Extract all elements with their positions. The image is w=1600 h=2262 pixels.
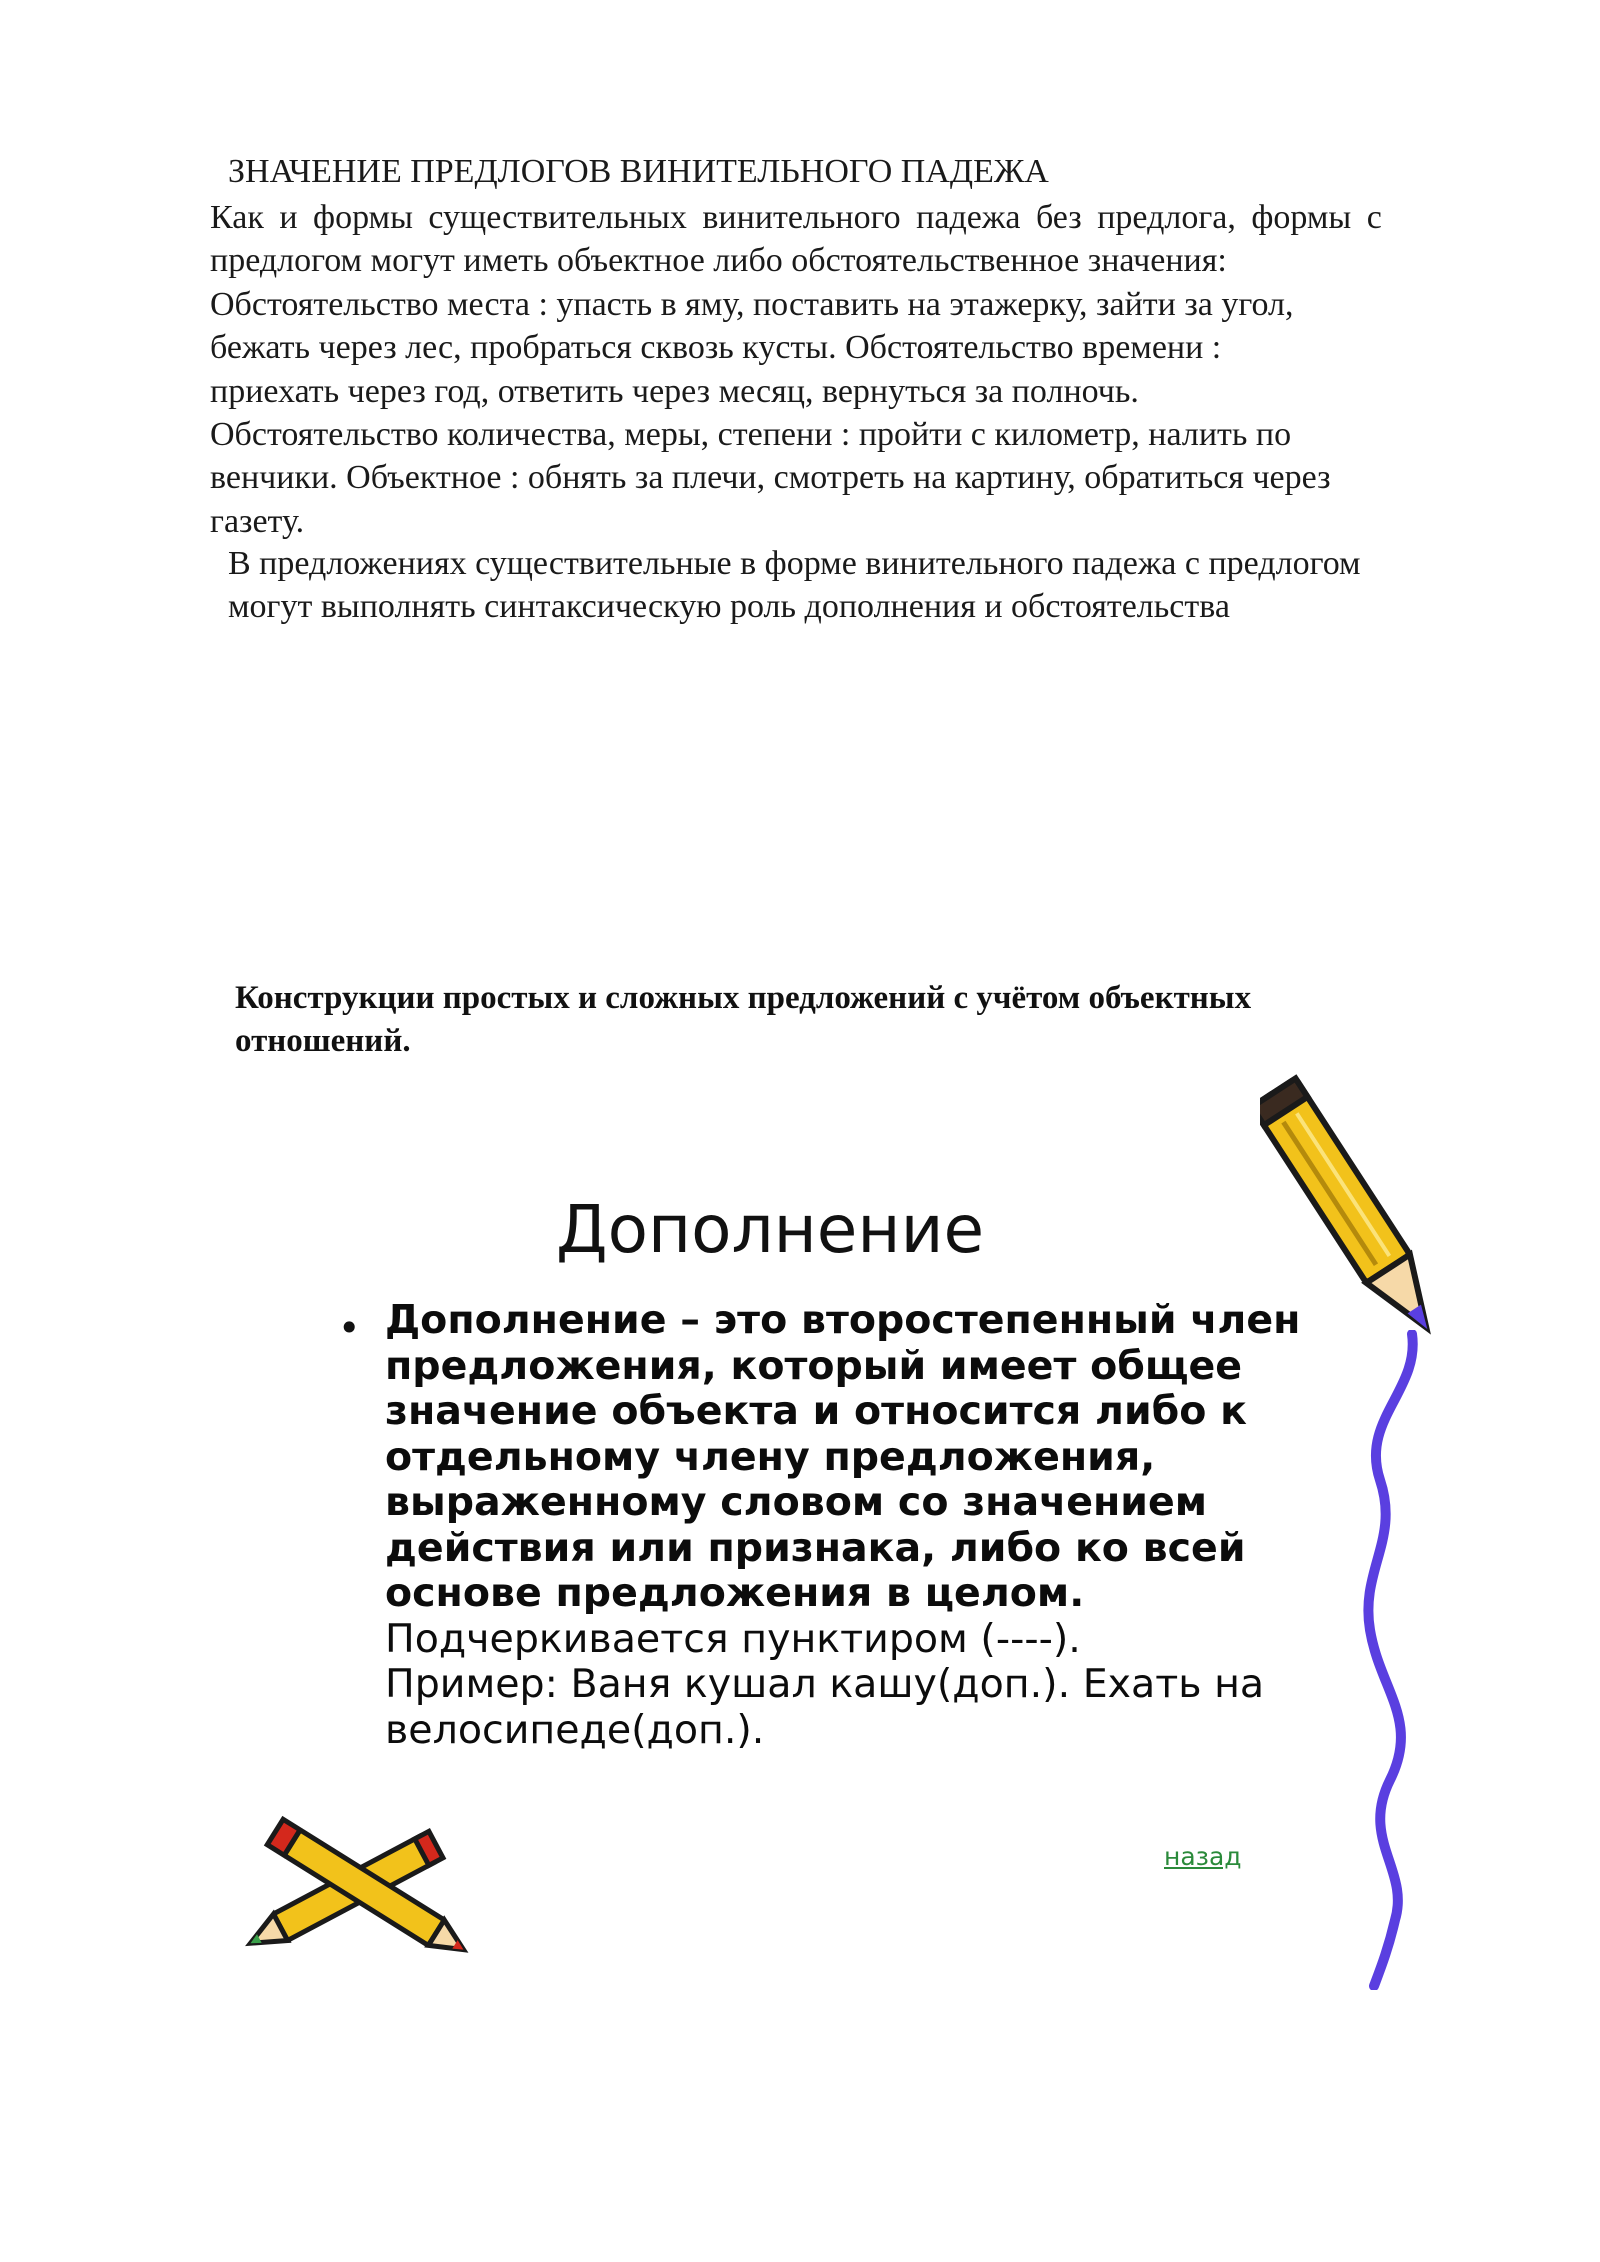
paragraph-line: могут выполнять синтаксическую роль дополнения и обстоятельства xyxy=(228,588,1230,626)
definition-line: Подчеркивается пунктиром (----). xyxy=(385,1615,1081,1662)
paragraph-syntactic-role xyxy=(228,542,1508,629)
definition-line: предложения, который имеет общее xyxy=(385,1342,1243,1389)
squiggle-line xyxy=(1350,1330,1440,1990)
definition-line: действия или признака, либо ко всей xyxy=(385,1524,1246,1571)
definition-line: основе предложения в целом. xyxy=(385,1570,1085,1616)
crossed-pencils-icon xyxy=(230,1790,490,1980)
definition-line: Пример: Ваня кушал кашу(доп.). Ехать на xyxy=(385,1661,1265,1707)
definition-line: Дополнение – это второстепенный член xyxy=(385,1297,1301,1343)
document-heading: ЗНАЧЕНИЕ ПРЕДЛОГОВ ВИНИТЕЛЬНОГО ПАДЕЖА xyxy=(228,153,1049,190)
definition-line: велосипеде(доп.). xyxy=(385,1706,765,1753)
slide-title: Дополнение xyxy=(556,1191,985,1268)
paragraph-line: приехать через год, ответить через месяц, вернуться за полночь. xyxy=(210,372,1139,410)
paragraph-line: газету. xyxy=(210,502,305,540)
section-title-line: отношений. xyxy=(235,1023,411,1059)
paragraph-line: Обстоятельство количества, меры, степени : пройти с километр, налить по xyxy=(210,416,1292,454)
section-title xyxy=(235,977,1251,1063)
paragraph-line: венчики. Объектное : обнять за плечи, смотреть на картину, обратиться через xyxy=(210,459,1331,497)
paragraph-line: Обстоятельство места : упасть в яму, поставить на этажерку, зайти за угол, xyxy=(210,285,1294,323)
bullet-marker: • xyxy=(338,1306,361,1350)
paragraph-line: Как и формы существительных винительного падежа без предлога, формы с xyxy=(210,199,1382,236)
slide-definition-text xyxy=(385,1298,1315,1753)
definition-line: выраженному словом со значением xyxy=(385,1479,1208,1525)
slide-image xyxy=(220,1060,1460,1980)
paragraph-line: предлогом могут иметь объектное либо обстоятельственное значения: xyxy=(210,242,1227,280)
paragraph-line: В предложениях существительные в форме винительного падежа с предлогом xyxy=(228,545,1361,582)
definition-line: значение объекта и относится либо к xyxy=(385,1388,1247,1434)
paragraph-line: бежать через лес, пробраться сквозь кусты. Обстоятельство времени : xyxy=(210,329,1222,367)
back-link[interactable]: назад xyxy=(1164,1842,1242,1871)
paragraph-prepositions-meanings xyxy=(210,196,1485,543)
section-title-line: Конструкции простых и сложных предложений с учётом объектных xyxy=(235,980,1252,1016)
definition-line: отдельному члену предложения, xyxy=(385,1433,1156,1480)
